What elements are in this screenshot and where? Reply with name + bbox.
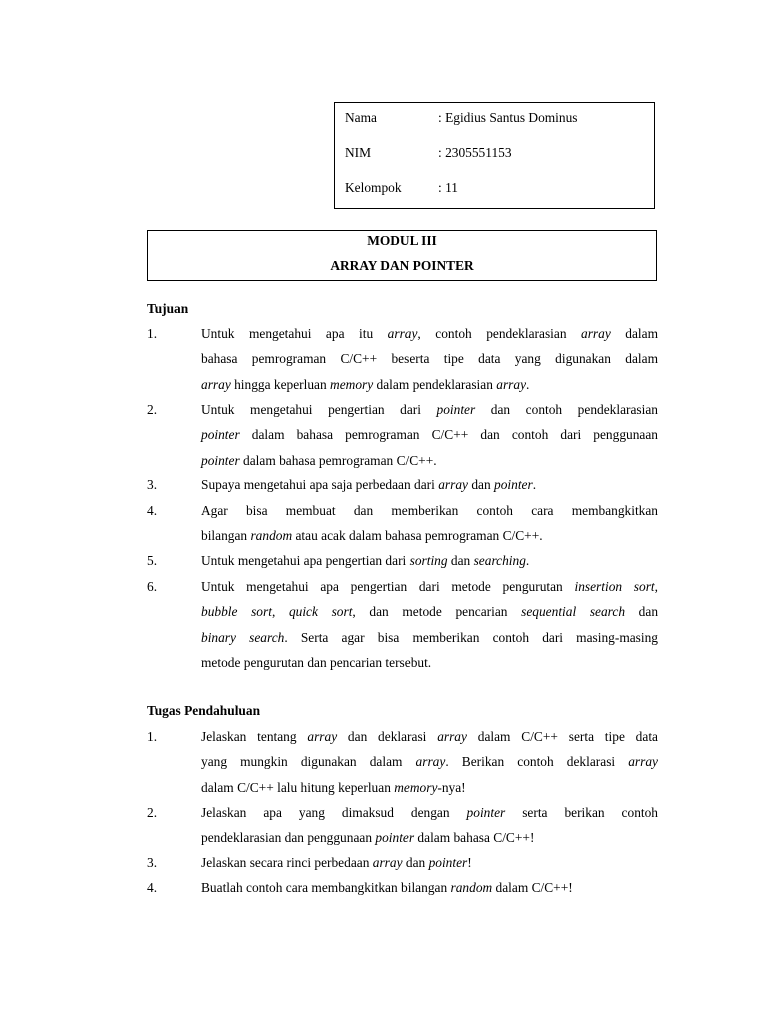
italic-term: pointer	[436, 402, 476, 417]
text-line: Supaya mengetahui apa saja perbedaan dari array dan pointer.	[201, 477, 537, 492]
italic-term: pointer	[466, 805, 506, 820]
item-number: 3.	[147, 855, 158, 870]
identity-label: Kelompok	[345, 180, 402, 195]
text-line: binary search. Serta agar bisa memberikan contoh dari masing-masing	[201, 629, 659, 645]
text-line: yang mungkin digunakan dalam array. Berikan contoh deklarasi array	[201, 754, 658, 770]
item-number: 4.	[147, 503, 158, 518]
italic-term: pointer	[201, 452, 240, 468]
italic-term: binary search	[201, 629, 285, 645]
italic-term: random	[250, 528, 293, 544]
identity-label: NIM	[345, 145, 372, 160]
italic-term: bubble sort	[201, 604, 272, 620]
item-text	[201, 472, 658, 497]
item-number: 6.	[147, 579, 158, 594]
italic-term: pointer	[375, 830, 415, 846]
italic-term: searching	[473, 553, 526, 568]
module-title-box	[147, 230, 657, 281]
identity-value: : Egidius Santus Dominus	[438, 110, 578, 125]
text-line: Jelaskan tentang array dan deklarasi array dalam C/C++ serta tipe data	[201, 729, 658, 744]
text-line: Buatlah contoh cara membangkitkan bilangan random dalam C/C++!	[201, 880, 573, 895]
italic-term: array	[307, 729, 338, 744]
item-text	[201, 574, 658, 675]
text-line: Untuk mengetahui apa pengertian dari metode pengurutan insertion sort,	[201, 579, 658, 594]
identity-value: : 11	[438, 180, 458, 195]
text-line: bubble sort, quick sort, dan metode pencarian sequential search dan	[201, 604, 659, 620]
section-heading-tujuan: Tujuan	[147, 301, 189, 316]
module-title: ARRAY DAN POINTER	[330, 258, 474, 273]
item-text	[201, 724, 658, 800]
item-number: 4.	[147, 880, 158, 895]
item-number: 5.	[147, 553, 158, 568]
italic-term: array	[581, 326, 611, 341]
item-text	[201, 875, 658, 900]
item-text	[201, 548, 658, 573]
identity-box	[334, 102, 655, 209]
text-line: metode pengurutan dan pencarian tersebut.	[201, 654, 432, 670]
item-text	[201, 850, 658, 875]
italic-term: array	[496, 376, 527, 392]
italic-term: random	[450, 880, 493, 895]
italic-term: memory	[330, 376, 374, 392]
italic-term: array	[372, 855, 403, 870]
italic-term: pointer	[494, 477, 533, 492]
italic-term: pointer	[428, 855, 468, 870]
item-number: 3.	[147, 477, 158, 492]
item-number: 2.	[147, 402, 158, 417]
italic-term: array	[438, 477, 468, 492]
text-line: pendeklarasian dan penggunaan pointer dalam bahasa C/C++!	[201, 830, 535, 846]
italic-term: memory	[394, 779, 438, 795]
text-line: Untuk mengetahui apa itu array, contoh pendeklarasian array dalam	[201, 326, 658, 341]
text-line: dalam C/C++ lalu hitung keperluan memory-nya!	[201, 779, 466, 795]
text-line: bilangan random atau acak dalam bahasa pemrograman C/C++.	[201, 528, 543, 544]
item-text	[201, 397, 658, 473]
italic-term: insertion sort	[574, 579, 655, 594]
text-line: Agar bisa membuat dan memberikan contoh cara membangkitkan	[201, 503, 658, 518]
item-text	[201, 498, 658, 549]
text-line: pointer dalam bahasa pemrograman C/C++ dan contoh dari penggunaan	[201, 427, 658, 443]
section-heading-tugas: Tugas Pendahuluan	[147, 703, 261, 718]
item-number: 2.	[147, 805, 158, 820]
italic-term: array	[415, 754, 446, 770]
italic-term: array	[628, 754, 658, 770]
item-number: 1.	[147, 326, 158, 341]
identity-value: : 2305551153	[438, 145, 512, 160]
italic-term: array	[387, 326, 418, 341]
italic-term: quick sort	[288, 604, 353, 620]
item-text	[201, 800, 658, 851]
item-text	[201, 321, 658, 397]
text-line: array hingga keperluan memory dalam pendeklarasian array.	[201, 376, 530, 392]
italic-term: sequential search	[521, 604, 626, 620]
italic-term: pointer	[201, 427, 240, 443]
item-number: 1.	[147, 729, 158, 744]
text-line: Untuk mengetahui apa pengertian dari sorting dan searching.	[201, 553, 530, 568]
italic-term: array	[201, 376, 231, 392]
text-line: Untuk mengetahui pengertian dari pointer dan contoh pendeklarasian	[201, 402, 658, 417]
text-line: bahasa pemrograman C/C++ beserta tipe data yang digunakan dalam	[201, 351, 658, 367]
text-line: Jelaskan secara rinci perbedaan array dan pointer!	[201, 855, 472, 870]
identity-label: Nama	[345, 110, 377, 125]
text-line: Jelaskan apa yang dimaksud dengan pointer serta berikan contoh	[201, 805, 659, 820]
italic-term: array	[437, 729, 467, 744]
italic-term: sorting	[409, 553, 448, 568]
module-number: MODUL III	[367, 233, 437, 248]
text-line: pointer dalam bahasa pemrograman C/C++.	[201, 452, 437, 468]
